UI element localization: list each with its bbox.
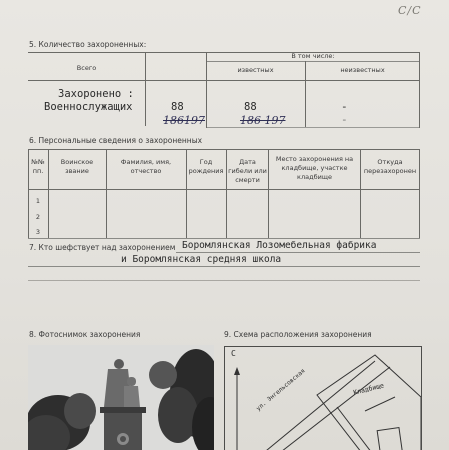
- patron-rule-3: [28, 280, 420, 281]
- known-value: 88: [244, 101, 257, 113]
- patron-rule-2: [28, 266, 420, 267]
- section9-title: 9. Схема расположения захоронения: [224, 330, 372, 339]
- table6-vline-7: [419, 149, 420, 238]
- table6-bottom-rule: [28, 238, 420, 239]
- patron-line-2: и Боромлянская средняя школа: [121, 254, 282, 265]
- col-including-header: В том числе:: [291, 52, 335, 60]
- table5-vline-2: [206, 52, 207, 128]
- memorial-photo-image: [28, 345, 214, 450]
- header-place: Место захоронения на кладбище, участке кладбище: [275, 155, 354, 181]
- burial-scheme: [224, 346, 422, 450]
- col-known-header: известных: [237, 66, 274, 74]
- grave-photo: [28, 345, 214, 450]
- header-death: Дата гибели или смерти: [228, 158, 267, 184]
- patron-line-1: Боромлянская Лозомебельная фабрика: [182, 240, 377, 251]
- total-value: 88: [171, 101, 184, 113]
- table6-vline-5: [268, 149, 269, 238]
- table6-top-rule: [28, 149, 420, 150]
- street-label: ул. Энгельсовская: [255, 367, 307, 413]
- table6-vline-2: [106, 149, 107, 238]
- table6-header-rule: [28, 189, 420, 190]
- section5-title: 5. Количество захороненных:: [29, 40, 147, 49]
- total-handwritten: 186197: [163, 114, 205, 127]
- scheme-drawing: [225, 347, 421, 450]
- patron-rule-1: [176, 252, 420, 253]
- table6-vline-6: [360, 149, 361, 238]
- table5-vline-4: [419, 52, 420, 128]
- table5-inner-rule: [206, 61, 420, 62]
- table-row-number-3: 3: [35, 228, 41, 236]
- corner-note: С/С: [398, 4, 422, 17]
- north-label: С: [231, 349, 236, 358]
- section7-title: 7. Кто шефствует над захоронением: [29, 243, 176, 252]
- table5-vline-1: [145, 52, 146, 126]
- row-label-servicemen: Военнослужащих: [44, 101, 133, 113]
- header-birth: Год рождения: [188, 158, 224, 175]
- col-unknown-header: неизвестных: [340, 66, 385, 74]
- header-num: №№ пп.: [31, 158, 45, 175]
- section6-title: 6. Персональные сведения о захороненных: [29, 136, 203, 145]
- known-handwritten: 186 197: [240, 114, 286, 127]
- header-origin: Откуда перезахоронен: [363, 158, 417, 175]
- col-total-header: Всего: [76, 64, 97, 72]
- row-label-buried: Захоронено :: [58, 88, 134, 100]
- table5-header-rule: [28, 80, 420, 81]
- table-row-number-1: 1: [35, 197, 41, 205]
- table5-bottom-rule: [206, 127, 420, 128]
- cemetery-label: Кладбище: [352, 381, 385, 397]
- section8-title: 8. Фотоснимок захоронения: [29, 330, 141, 339]
- unknown-value-2: -: [341, 113, 348, 126]
- unknown-value: -: [341, 100, 348, 113]
- header-rank: Воинское звание: [60, 158, 94, 175]
- table-row-number-2: 2: [35, 213, 41, 221]
- header-name: Фамилия, имя, отчество: [120, 158, 172, 175]
- table6-vline-1: [48, 149, 49, 238]
